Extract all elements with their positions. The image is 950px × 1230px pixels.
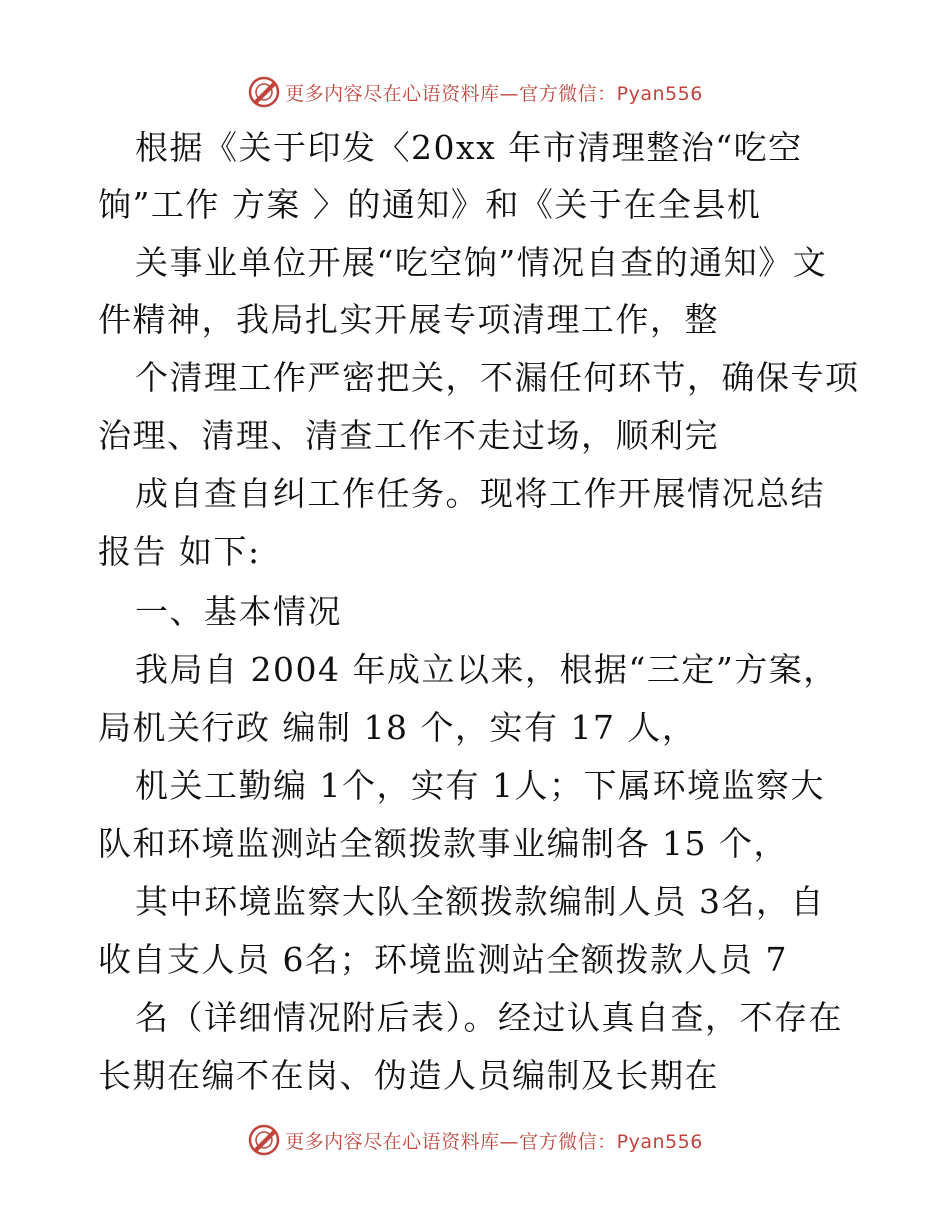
doc-line: 根据《关于印发〈20xx 年市清理整治“吃空	[135, 128, 803, 167]
doc-line: 个清理工作严密把关，不漏任何环节，确保专项	[135, 358, 860, 397]
doc-line: 局机关行政 编制 18 个，实有 17 人，	[98, 708, 697, 747]
doc-line: 长期在编不在岗、伪造人员编制及长期在	[98, 1056, 719, 1095]
watermark-logo-icon	[247, 1123, 281, 1157]
doc-line: 关事业单位开展“吃空饷”情况自查的通知》文	[135, 243, 828, 282]
doc-line: 其中环境监察大队全额拨款编制人员 3名，自	[135, 882, 825, 921]
doc-line: 报告 如下:	[98, 532, 261, 571]
doc-line: 件精神，我局扎实开展专项清理工作，整	[98, 300, 719, 339]
doc-line: 名（详细情况附后表）。经过认真自查，不存在	[135, 998, 843, 1037]
doc-line: 饷”工作 方案 〉的通知》和《关于在全县机	[98, 185, 762, 224]
watermark-header	[0, 72, 950, 112]
watermark-text: 更多内容尽在心语资料库—官方微信：Pyan556	[285, 1130, 703, 1153]
doc-line: 队和环境监测站全额拨款事业编制各 15 个，	[98, 824, 788, 863]
watermark-logo-icon	[247, 75, 281, 109]
doc-line: 我局自 2004 年成立以来，根据“三定”方案，	[135, 650, 838, 689]
doc-line: 机关工勤编 1个，实有 1人；下属环境监察大	[135, 766, 825, 805]
watermark-text: 更多内容尽在心语资料库—官方微信：Pyan556	[285, 82, 703, 105]
section-heading: 一、基本情况	[135, 592, 342, 631]
doc-line: 治理、清理、清查工作不走过场，顺利完	[98, 416, 719, 455]
doc-line: 成自查自纠工作任务。现将工作开展情况总结	[135, 474, 825, 513]
watermark-footer	[0, 1120, 950, 1160]
doc-line: 收自支人员 6名；环境监测站全额拨款人员 7	[98, 940, 788, 979]
